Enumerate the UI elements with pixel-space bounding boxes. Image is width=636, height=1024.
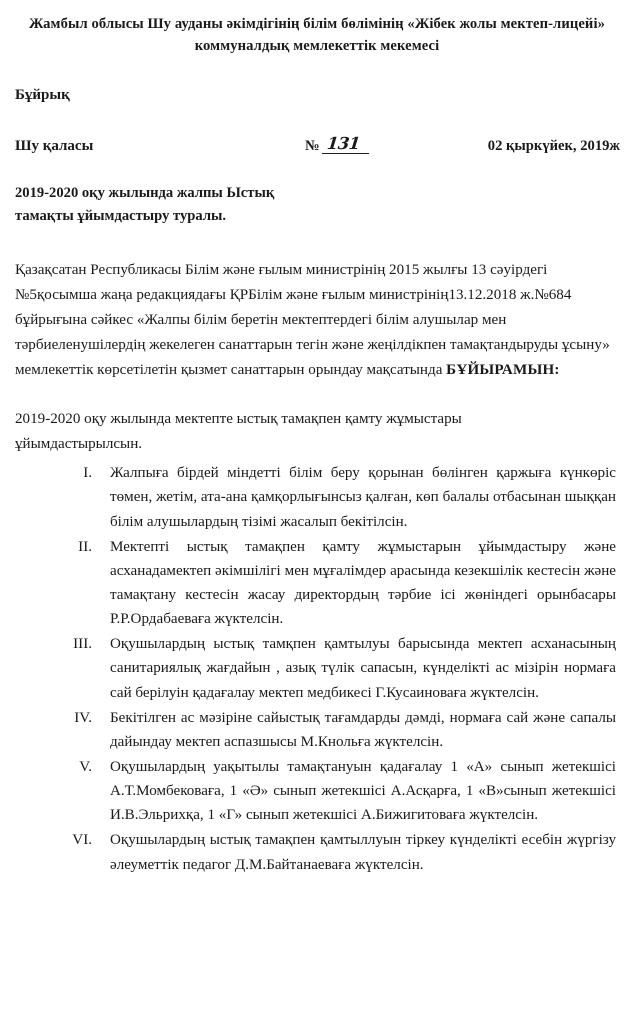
order-item [12, 461, 622, 533]
item-numeral: IV. [74, 709, 92, 726]
order-item [12, 706, 622, 754]
command-word: БҰЙЫРАМЫН: [446, 362, 560, 379]
item-text: Мектепті ыстық тамақпен қамту жұмыстарын ұйымдастыру және асханадамектеп әкімшілігі мен мұғалімдер арасында кезекшілік кестесін және тамақтану кестесін жасау директордың тәрбие ісі жөніндегі орынбасары Р.Р.Ордабаеваға жүктелсін. [110, 538, 616, 628]
item-text: Оқушылардың уақытылы тамақтануын қадағалау 1 «А» сынып жетекшісі А.Т.Момбековаға, 1 «Ә» сынып жетекшісі А.Асқарға, 1 «В»сынып жетекшісі И.В.Эльрихқа, 1 «Г» сынып жетекшісі А.Бижигитоваға жүктелсін. [110, 758, 616, 824]
order-lead-paragraph: 2019-2020 оқу жылында мектепте ыстық тамақпен қамту жұмыстары ұйымдастырылсын. [15, 411, 462, 453]
institution-masthead: Жамбыл облысы Шу ауданы әкімдігінің білім бөлімінің «Жібек жолы мектеп-лицейі» коммуналдық мемлекеттік мекемесі [28, 16, 605, 55]
item-numeral: II. [78, 538, 92, 555]
order-heading: Бұйрық [15, 87, 70, 104]
item-numeral: I. [83, 465, 92, 482]
order-item [12, 828, 622, 876]
order-item [12, 755, 622, 827]
item-text: Жалпыға бірдей міндетті білім беру қорынан бөлінген қаржыға күнкөріс төмен, жетім, ата-ана қамқорлығынсыз қалған, көп балалы отбасынан шыққан білім алушылардың тізімі жасалып бекітілсін. [110, 465, 616, 530]
order-items-list [12, 461, 622, 876]
item-numeral: V. [79, 758, 92, 775]
city-label: Шу қаласы [15, 137, 94, 154]
order-preamble [12, 258, 622, 383]
item-text: Оқушылардың ыстық тамақпен қамтыллуын тіркеу күнделікті есебін жүргізу әлеуметтік педагог Д.М.Байтанаеваға жүктелсін. [110, 832, 616, 873]
order-meta-row [12, 135, 622, 154]
order-date: 02 қыркүйек, 2019ж [487, 137, 620, 154]
number-sign: № [305, 137, 320, 154]
item-numeral: III. [73, 636, 92, 653]
item-text: Бекітілген ас мәзіріне сайыстық тағамдарды дәмді, нормаға сай және сапалы дайындау мектеп аспазшысы М.Кнольға жүктелсін. [110, 709, 616, 750]
item-numeral: VI. [72, 832, 92, 849]
order-item [12, 535, 622, 632]
item-text: Оқушылардың ыстық тамқпен қамтылуы барысында мектеп асханасының санитариялық жағдайын , азық түлік сапасын, күнделікті ас мізірін нормаға сай берілуін қадағалау мектеп медбикесі Г.Кусаиноваға жүктелсін. [110, 636, 616, 701]
order-number-group [305, 135, 369, 154]
preamble-text: Қазақсатан Республикасы Білім және ғылым министрінің 2015 жылғы 13 сәуірдегі №5қосымша жаңа редакциядағы ҚРБілім және ғылым министрінің13.12.2018 ж.№684 бұйрығына сәйкес «Жалпы білім беретін мектептердегі білім алушылар мен тәрбиеленушілердің жекелеген санаттарын тегін және жеңілдікпен тамақтандыруды ұсыну» мемлекеттік көрсетілетін қызмет санаттарын орындау мақсатында [15, 261, 610, 379]
order-subject: 2019-2020 оқу жылында жалпы Ыстық тамақты ұйымдастыру туралы. [15, 184, 275, 225]
order-number-handwritten: 131 [322, 135, 371, 154]
order-item [12, 632, 622, 704]
